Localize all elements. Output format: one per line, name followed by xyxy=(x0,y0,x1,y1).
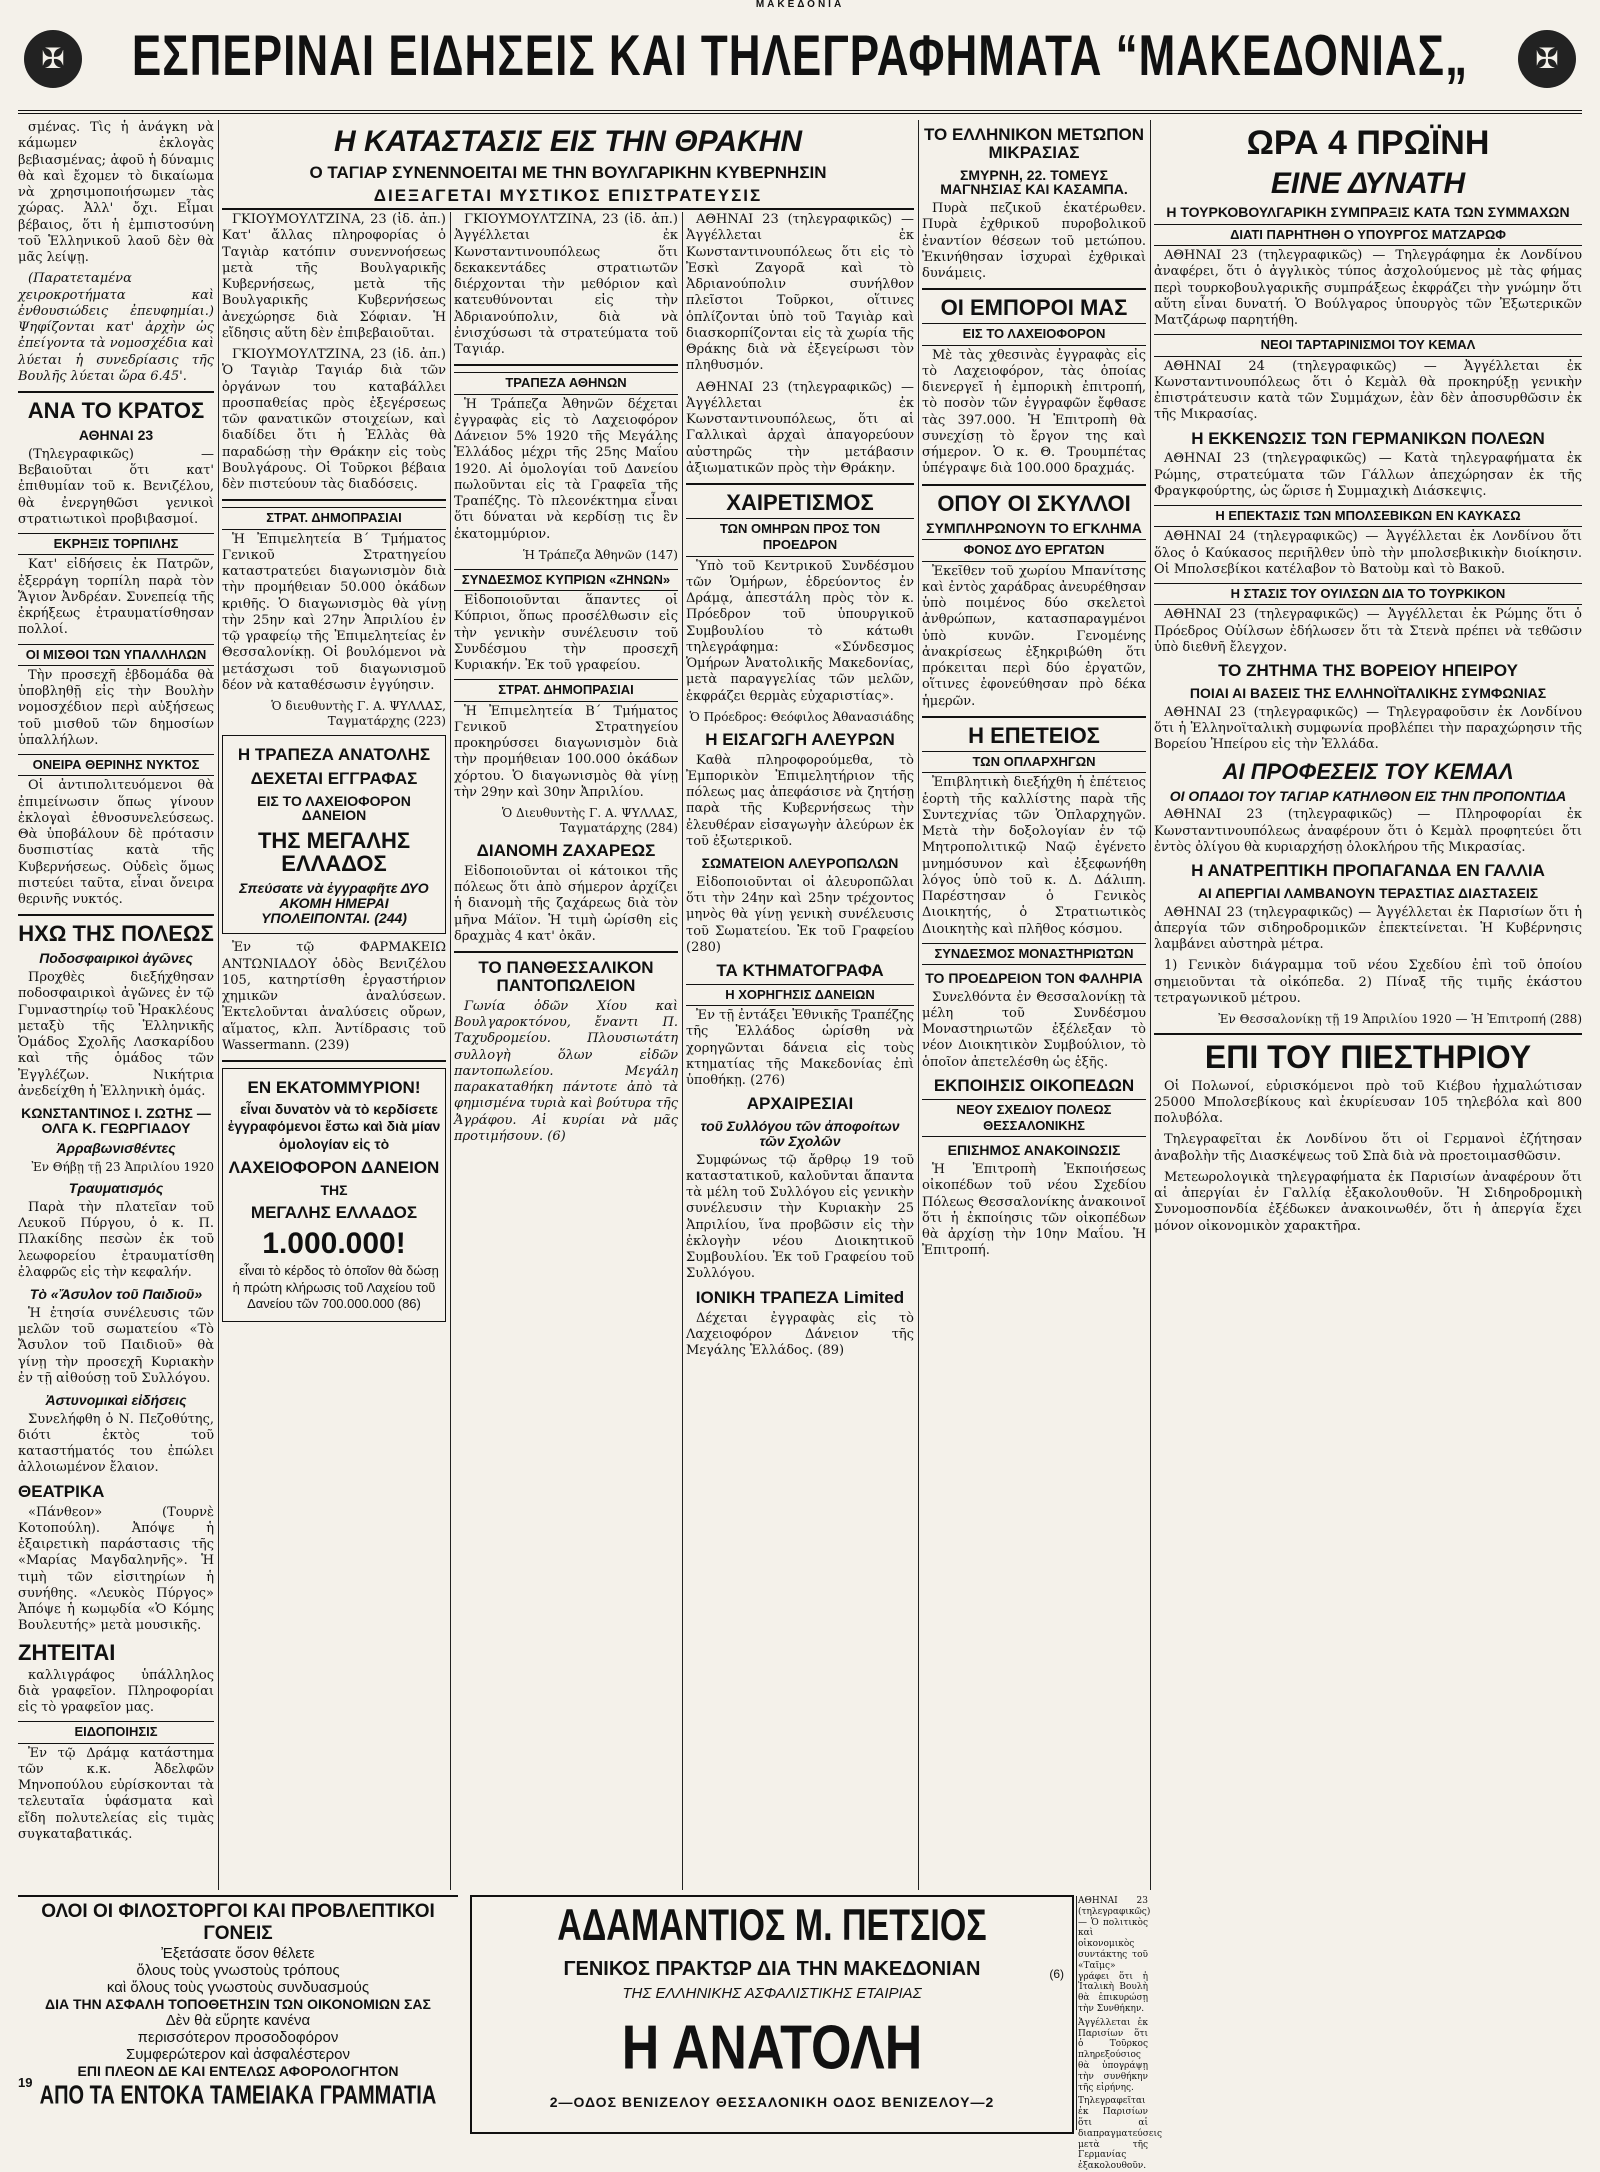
ad-amount: 1.000.000! xyxy=(262,1226,406,1260)
ad-line: ΔΕΧΕΤΑΙ ΕΓΓΡΑΦΑΣ xyxy=(250,768,418,788)
article-heading: ΤΡΑΠΕΖΑ ΑΘΗΝΩΝ xyxy=(454,372,678,394)
ad-number: 19 xyxy=(18,2075,33,2090)
article-heading: ΤΟ ΠΑΝΘΕΣΣΑΛΙΚΟΝ ΠΑΝΤΟΠΩΛΕΙΟΝ xyxy=(478,958,654,995)
ad-address: 2—ΟΔΟΣ ΒΕΝΙΖΕΛΟΥ ΘΕΣΣΑΛΟΝΙΚΗ ΟΔΟΣ ΒΕΝΙΖΕΛΟΥ—2 xyxy=(549,2094,995,2110)
article-text: ΑΘΗΝΑΙ 23 (τηλεγραφικῶς) — Κατὰ τηλεγραφήματα ἐκ Ρώμης, στρατεύματα τῶν Γάλλων ἀπεχώρησαν ἐκ τῆς Φραγκφούρτης, ὡς ὥρισε ἡ Συμμαχικὴ Διάσκεψις. xyxy=(1154,451,1582,499)
article-heading: ΝΕΟΙ ΤΑΡΤΑΡΙΝΙΣΜΟΙ ΤΟΥ ΚΕΜΑΛ xyxy=(1154,334,1582,356)
article-heading: ΟΙ ΕΜΠΟΡΟΙ ΜΑΣ xyxy=(940,295,1128,321)
ad-line: ΤΗΣ ΕΛΛΗΝΙΚΗΣ ΑΣΦΑΛΙΣΤΙΚΗΣ ΕΤΑΙΡΙΑΣ xyxy=(622,1985,922,2002)
article-text: Ἐκεῖθεν τοῦ χωρίου Μπανίτσης καὶ ἐντὸς χαράδρας ἀνευρέθησαν ὑπὸ ποιμένος δύο σκελετοὶ ἀνθρώπων, κατασπαραγμένοι ὑπὸ κυνῶν. Γενομένης ἀνακρίσεως ἐξηκριβώθη ὅτι πρόκειται περὶ δύο ἐργατῶν, οἵτινες ἐφονεύθησαν πρὸ δέκα ἡμερῶν. xyxy=(922,563,1146,709)
ad-line: Ἐξετάσατε ὅσον θέλετε xyxy=(161,1945,315,1962)
article-text: Ἡ Ἐπιτροπὴ Ἐκποιήσεως οἰκοπέδων τοῦ νέου Σχεδίου Πόλεως Θεσσαλονίκης ἀνακοινοῖ ὅτι ἡ ἐκποίησις τῶν οἰκοπέδων θὰ ἀρχίσῃ τὴν 10ην Μαΐου. Ἡ Ἐπιτροπή. xyxy=(922,1162,1146,1259)
article-text: ΓΚΙΟΥΜΟΥΛΤΖΙΝΑ, 23 (ἰδ. ἀπ.) Ἀγγέλλεται ἐκ Κωνσταντινουπόλεως ὅτι δεκακεντάδες στρατιωτῶν διέρχονται τὴν μεθόριον καὶ κατευθύνονται εἰς τὴν Ἀδριανούπολιν, διὰ νὰ ἐνισχύσωσι τὰ στρατεύματα τοῦ Ταγιάρ. xyxy=(454,212,678,357)
article-subtitle: Ο ΤΑΓΙΑΡ ΣΥΝΕΝΝΟΕΙΤΑΙ ΜΕ ΤΗΝ ΒΟΥΛΓΑΡΙΚΗΝ ΚΥΒΕΡΝΗΣΙΝ xyxy=(309,162,827,182)
article-subheading: ΕΙΣ ΤΟ ΛΑΧΕΙΟΦΟΡΟΝ xyxy=(922,323,1146,345)
article-heading: Η ΕΠΕΚΤΑΣΙΣ ΤΩΝ ΜΠΟΛΣΕΒΙΚΩΝ ΕΝ ΚΑΥΚΑΣΩ xyxy=(1154,505,1582,527)
signature: Ὁ διευθυντὴς Γ. Α. ΨΥΛΛΑΣ, Ταγματάρχης (223) xyxy=(271,699,446,728)
article-heading: ΕΚΡΗΞΙΣ ΤΟΡΠΙΛΗΣ xyxy=(18,533,214,555)
seal-icon: ✠ xyxy=(24,30,82,88)
article-heading: ΤΑ ΚΤΗΜΑΤΟΓΡΑΦΑ xyxy=(716,961,884,981)
article-heading: Ἀστυνομικαὶ εἰδήσεις xyxy=(45,1392,187,1408)
article-heading: ΤΟ ΕΛΛΗΝΙΚΟΝ ΜΕΤΩΠΟΝ ΜΙΚΡΑΣΙΑΣ xyxy=(923,125,1145,162)
article-text: «Πάνθεον» (Τουρνὲ Κοτοπούλη). Ἀπόψε ἡ ἐξαιρετικὴ παράστασις τῆς «Μαρίας Μαγδαληνῆς». Ἡ τιμὴ τῶν εἰσιτηρίων ἡ συνήθης. «Λευκὸς Πύργος» Ἀπόψε ἡ κωμῳδία «Ὁ Κόμης Βουλευτής» μετὰ μουσικῆς. xyxy=(18,1504,214,1634)
article-text: ΑΘΗΝΑΙ 23 (τηλεγραφικῶς) — Πληροφορίαι ἐκ Κωνσταντινουπόλεως ἀναφέρουν ὅτι ὁ Κεμὰλ προφητεύει ὅτι ἐντὸς ὀλίγου θὰ κυριαρχήσῃ ὁλοκλήρου τῆς Μικρασίας. xyxy=(1154,807,1582,855)
article-subheading: ΝΕΟΥ ΣΧΕΔΙΟΥ ΠΟΛΕΩΣ ΘΕΣΣΑΛΟΝΙΚΗΣ xyxy=(922,1099,1146,1138)
article-text: ΑΘΗΝΑΙ 24 (τηλεγραφικῶς) — Ἀγγέλλεται ἐκ Λονδίνου ὅτι ὅλος ὁ Καύκασος περιῆλθεν ὑπὸ τὴν μπολσεβικικὴν διοίκησιν. Οἱ Μπολσεβίκοι κατέλαβον τὸ Βατοὺμ καὶ τὸ Βακοῦ. xyxy=(1154,529,1582,577)
ad-title: ΑΔΑΜΑΝΤΙΟΣ Μ. ΠΕΤΣΙΟΣ xyxy=(557,1901,987,1951)
ad-line: Συμφερώτερον καὶ ἀσφαλέστερον xyxy=(126,2046,350,2063)
ad-number: (6) xyxy=(1049,1967,1064,1981)
article-heading: ΣΤΡΑΤ. ΔΗΜΟΠΡΑΣΙΑΙ xyxy=(222,507,446,529)
column-3 xyxy=(454,212,678,1890)
column-2 xyxy=(222,212,446,1890)
column-4 xyxy=(686,212,914,1890)
ad-line: ΕΙΣ ΤΟ ΛΑΧΕΙΟΦΟΡΟΝ ΔΑΝΕΙΟΝ xyxy=(257,792,411,824)
dateline: ΣΜΥΡΝΗ, 22. ΤΟΜΕΥΣ ΜΑΓΝΗΣΙΑΣ ΚΑΙ ΚΑΣΑΜΠΑ. xyxy=(940,166,1128,198)
signature: Ἡ Τράπεζα Ἀθηνῶν (147) xyxy=(523,547,678,562)
article-subtitle: ΔΙΕΞΑΓΕΤΑΙ ΜΥΣΤΙΚΟΣ ΕΠΙΣΤΡΑΤΕΥΣΙΣ xyxy=(222,187,914,210)
article-text: Ἡ Ἐπιμελητεία Β΄ Τμήματος Γενικοῦ Στρατηγείου καταστρατεύει διαγωνισμὸν διὰ τὴν προμήθειαν 50.000 ὀκάδων κριθῆς. Ὁ διαγωνισμὸς θὰ γίνῃ τὴν 25ην καὶ 27ην Ἀπριλίου ἐν τῷ γραφείῳ τῆς Ἐπιμελητείας ἐν Θεσσαλονίκῃ. Οἱ βουλόμενοι νὰ μετάσχωσι τοῦ διαγωνισμοῦ δέον νὰ καταθέσωσιν ἐγγύησιν. xyxy=(222,531,446,693)
ad-line: ΤΗΣ ΜΕΓΑΛΗΣ ΕΛΛΑΔΟΣ xyxy=(257,828,411,877)
masthead-title: ΕΣΠΕΡΙΝΑΙ ΕΙΔΗΣΕΙΣ ΚΑΙ ΤΗΛΕΓΡΑΦΗΜΑΤΑ “ΜΑΚΕΔΟΝΙΑΣ„ xyxy=(131,24,1469,89)
ad-title: Η ΤΡΑΠΕΖΑ ΑΝΑΤΟΛΗΣ xyxy=(237,745,431,764)
top-strip: ΜΑΚΕΔΟΝΙΑ xyxy=(755,0,845,10)
article-subheading: ΔΙΑΤΙ ΠΑΡΗΤΗΘΗ Ο ΥΠΟΥΡΓΟΣ ΜΑΤΖΑΡΩΦ xyxy=(1154,224,1582,246)
article-text: ΑΘΗΝΑΙ 23 (τηλεγραφικῶς) — Τηλεγράφημα ἐκ Λονδίνου ἀναφέρει, ὅτι ὁ ἀγγλικὸς τύπος ἀσχολούμενος μὲ τὰς φήμας περὶ τουρκοβουλγαρικῆς συμπράξεως ἐκφράζει τὴν γνώμην ὅτι αὕτη εἶναι δυνατή. Ὁ Βούλγαρος ὑπουργὸς τῶν Ἐξωτερικῶν Ματζάρωφ παρητήθη. xyxy=(1154,248,1582,329)
article-text: σμένας. Τὶς ἡ ἀνάγκη νὰ κάμωμεν ἐκλογὰς βεβιασμένας; ἀφοῦ ἡ δύναμις θὰ καὶ ἔχομεν τὸ δικαίωμα νὰ χρησιμοποιήσωμεν τὰς χώρας. Ἀλλ' ὄχι. Εἶμαι βέβαιος, ὅτι ἡ ἐμπιστοσύνη τοῦ Ἑλληνικοῦ λαοῦ δὲν θὰ μᾶς λείψῃ. xyxy=(18,120,214,265)
ad-title: ΕΝ ΕΚΑΤΟΜΜΥΡΙΟΝ! xyxy=(247,1078,421,1098)
article-heading: Η ΕΙΣΑΓΩΓΗ ΑΛΕΥΡΩΝ xyxy=(705,729,895,749)
ad-line: εἶναι δυνατὸν νὰ τὸ κερδίσετε ἐγγραφόμενοι ἔστω καὶ διὰ μίαν ὁμολογίαν εἰς τὸ xyxy=(227,1100,441,1152)
telegram-paragraph: Τηλεγραφεῖται ἐκ Παρισίων ὅτι αἱ διαπραγματεύσεις μετὰ τῆς Γερμανίας ἐξακολουθοῦν. xyxy=(1078,2096,1163,2172)
ad-line: ΕΠΙ ΠΛΕΟΝ ΔΕ ΚΑΙ ΕΝΤΕΛΩΣ ΑΦΟΡΟΛΟΓΗΤΟΝ xyxy=(77,2063,399,2079)
article-text: ΑΘΗΝΑΙ 23 (τηλεγραφικῶς) — Ἀγγέλλεται ἐκ Ρώμης ὅτι ὁ Πρόεδρος Οὐίλσων ἐδήλωσεν ὅτι τὰ Στενὰ πρέπει νὰ τεθῶσιν ὑπὸ διεθνῆ ἔλεγχον. xyxy=(1154,607,1582,655)
article-text: ΑΘΗΝΑΙ 23 (τηλεγραφικῶς) — Ἀγγέλλεται ἐκ Παρισίων ὅτι ἡ ἀπεργία τῶν σιδηροδρομικῶν ἐπεκτείνεται. Ἡ Κυβέρνησις λαμβάνει αὐστηρὰ μέτρα. xyxy=(1154,904,1582,953)
ad-line: Σπεύσατε νὰ ἐγγραφῆτε ΔΥΟ ΑΚΟΜΗ ΗΜΕΡΑΙ ΥΠΟΛΕΙΠΟΝΤΑΙ. (244) xyxy=(239,880,429,926)
section-heading: ΘΕΑΤΡΙΚΑ xyxy=(18,1481,105,1501)
article-text: Οἱ ἀντιπολιτευόμενοι θὰ ἐπιμείνωσιν ὅπως γίνουν ἐκλογαὶ ἐθνοσυνελεύσεως. Θὰ ὑποβάλουν δὲ πρότασιν δυσπιστίας κατὰ τῆς Κυβερνήσεως. Οὐδεὶς ὅμως πιστεύει ταῦτα, εἶναι ὄνειρα θερινῆς νυκτός. xyxy=(18,778,214,908)
wedding-names: ΚΩΝΣΤΑΝΤΙΝΟΣ Ι. ΖΩΤΗΣ — ΟΛΓΑ Κ. ΓΕΩΡΓΙΑΔΟΥ xyxy=(21,1105,211,1136)
article-heading: ΣΥΝΔΕΣΜΟΣ ΜΟΝΑΣΤΗΡΙΩΤΩΝ xyxy=(922,943,1146,965)
article-text: (Παρατεταμένα χειροκροτήματα καὶ ἐνθουσιώδεις ἐπευφημίαι.) Ψηφίζονται κατ' ἀρχὴν ὡς ἐπείγοντα τὰ νομοσχέδια καὶ λύεται ἡ συνεδρίασις τῆς Βουλῆς λύεται ὥρα 6.45'. xyxy=(18,271,214,384)
signature: Ὁ Πρόεδρος: Θεόφιλος Ἀθανασιάδης xyxy=(689,709,914,724)
ad-line: ΔΙΑ ΤΗΝ ΑΣΦΑΛΗ ΤΟΠΟΘΕΤΗΣΙΝ ΤΩΝ ΟΙΚΟΝΟΜΙΩΝ ΣΑΣ xyxy=(45,1996,431,2012)
thrace-article-header xyxy=(222,120,914,214)
article-text: ΓΚΙΟΥΜΟΥΛΤΖΙΝΑ, 23 (ἰδ. ἀπ.) Κατ' ἄλλας πληροφορίας ὁ Ταγιὰρ κατόπιν συνεννοήσεως μετὰ τῆς Βουλγαρικῆς Κυβερνήσεως, μετὰ τῆς Βουλγαρικῆς Κυβερνήσεως ἀνεχώρησε διὰ Σόφιαν. Ἡ εἴδησις αὕτη δὲν ἐπιβεβαιοῦται. xyxy=(222,212,446,341)
article-text: Προχθὲς διεξήχθησαν ποδοσφαιρικοὶ ἀγῶνες ἐν τῷ Γυμναστηρίῳ τοῦ Ἡρακλέους μεταξὺ τῆς Ἑλληνικῆς Ὁμάδος Σχολῆς Λασκαρίδου καὶ τῆς ὁμάδος τῶν Ἐγγλέζων. Νικήτρια ἀνεδείχθη ἡ Ἑλληνικὴ ὁμάς. xyxy=(18,970,214,1099)
article-heading: Η ΕΠΕΤΕΙΟΣ xyxy=(968,722,1100,748)
article-heading: ΟΠΟΥ ΟΙ ΣΚΥΛΛΟΙ xyxy=(937,490,1131,516)
ad-line: ΜΕΓΑΛΗΣ ΕΛΛΑΔΟΣ xyxy=(250,1202,418,1222)
column-1 xyxy=(18,120,214,1890)
article-subheading: ΠΟΙΑΙ ΑΙ ΒΑΣΕΙΣ ΤΗΣ ΕΛΛΗΝΟΪΤΑΛΙΚΗΣ ΣΥΜΦΩΝΙΑΣ xyxy=(1189,685,1547,702)
article-text: Συμφώνως τῷ ἄρθρῳ 19 τοῦ καταστατικοῦ, καλοῦνται ἅπαντα τὰ μέλη τοῦ Συλλόγου εἰς γενικὴν συνέλευσιν τὴν Κυριακὴν 25 Ἀπριλίου, ἵνα προβῶσιν εἰς τὴν ἐκλογὴν νέου Διοικητικοῦ Συμβουλίου. Ἐκ τοῦ Γραφείου τοῦ Συλλόγου. xyxy=(686,1152,914,1282)
article-title: ΕΙΝΕ ΔΥΝΑΤΗ xyxy=(1270,166,1466,200)
article-text: Ἡ ἐτησία συνέλευσις τῶν μελῶν τοῦ σωματείου «Τὸ Ἄσυλον τοῦ Παιδιοῦ» θὰ γίνῃ τὴν προσεχῆ Κυριακὴν ἐν τῇ αἰθούσῃ τοῦ Συλλόγου. xyxy=(18,1305,214,1386)
article-text: Συνελήφθη ὁ Ν. Πεζοθύτης, διότι ἐκτὸς τοῦ καταστήματός του ἐπώλει ἀλλοιωμένον ἔλαιον. xyxy=(18,1411,214,1476)
article-text: Ἡ Τράπεζα Ἀθηνῶν δέχεται ἐγγραφὰς εἰς τὸ Λαχειοφόρον Δάνειον 5% 1920 τῆς Μεγάλης Ἑλλάδος μέχρι τῆς 25ης Μαΐου 1920. Αἱ ὁμολογίαι τοῦ Δανείου πωλοῦνται εἰς τὰ Γραφεῖα τῆς Τραπέζης. Τὸ πλεονέκτημα εἶναι ὅτι δύναται νὰ κερδίσῃ τις ἓν ἑκατομμύριον. xyxy=(454,396,678,542)
article-title: Η ΚΑΤΑΣΤΑΣΙΣ ΕΙΣ ΤΗΝ ΘΡΑΚΗΝ xyxy=(333,125,803,158)
seal-icon: ✠ xyxy=(1518,30,1576,88)
article-subheading: τοῦ Συλλόγου τῶν ἀποφοίτων τῶν Σχολῶν xyxy=(700,1118,900,1149)
article-text: Εἰδοποιοῦνται οἱ κάτοικοι τῆς πόλεως ὅτι ἀπὸ σήμερον ἀρχίζει ἡ διανομὴ τῆς ζαχάρεως διὰ τὸν μῆνα Μάϊον. Ἡ τιμὴ ὡρίσθη εἰς δραχμὰς 4 κατ' ὀκᾶν. xyxy=(454,863,678,944)
article-text: Εἰδοποιοῦνται οἱ ἀλευροπῶλαι ὅτι τὴν 24ην καὶ 25ην τρέχοντος μηνὸς θὰ γίνῃ γενικὴ συνέλευσις τοῦ Σωματείου. Ἐκ τοῦ Γραφείου (280) xyxy=(686,874,914,955)
article-text: Τηλεγραφεῖται ἐκ Λονδίνου ὅτι οἱ Γερμανοὶ ἐζήτησαν ἀναβολὴν τῆς Διασκέψεως τοῦ Σπὰ διὰ νὰ προετοιμασθῶσιν. xyxy=(1154,1132,1582,1164)
article-text: Συνελθόντα ἐν Θεσσαλονίκῃ τὰ μέλη τοῦ Συνδέσμου Μοναστηριωτῶν ἐξέλεξαν τὸ νέον Διοικητικὸν Συμβούλιον, τὸ ὁποῖον ἀπετελέσθη ὡς ἑξῆς. xyxy=(922,989,1146,1070)
ad-anatoli-insurance xyxy=(470,1895,1074,2134)
article-heading: ΙΟΝΙΚΗ ΤΡΑΠΕΖΑ Limited xyxy=(695,1287,905,1307)
article-heading: ΤΟ ΖΗΤΗΜΑ ΤΗΣ ΒΟΡΕΙΟΥ ΗΠΕΙΡΟΥ xyxy=(1218,661,1518,681)
article-text: 1) Γενικὸν διάγραμμα τοῦ νέου Σχεδίου ἐπὶ τοῦ ὁποίου σημειοῦνται τὰ οἰκόπεδα. 2) Πίναξ τῆς τιμῆς ἑκάστου τετραγωνικοῦ μέτρου. xyxy=(1154,958,1582,1006)
article-heading: Ποδοσφαιρικοὶ ἀγῶνες xyxy=(39,950,193,967)
article-heading: Τραυματισμός xyxy=(68,1180,164,1197)
footer-telegrams-text xyxy=(1078,1896,1163,2172)
signature: Ὁ Διευθυντὴς Γ. Α. ΨΥΛΛΑΣ, Ταγματάρχης (284) xyxy=(501,806,678,835)
ad-brand: Η ΑΝΑΤΟΛΗ xyxy=(621,2013,923,2083)
telegram-paragraph: ΑΘΗΝΑΙ 23 (τηλεγραφικῶς) — Ὁ πολιτικὸς καὶ οἰκονομικὸς συντάκτης τοῦ «Ταῖμς» γράφει ὅτι ἡ Ἰταλικὴ Βουλὴ θὰ ἐπικυρώσῃ τὴν Συνθήκην. xyxy=(1078,1896,1151,2014)
ad-bank-anatolis xyxy=(222,735,446,934)
masthead xyxy=(18,14,1582,114)
article-heading: ΑΙ ΠΡΟΦΕΣΕΙΣ ΤΟΥ ΚΕΜΑΛ xyxy=(1222,758,1514,784)
article-heading: ΕΙΔΟΠΟΙΗΣΙΣ xyxy=(18,1721,214,1743)
section-heading: ΗΧΩ ΤΗΣ ΠΟΛΕΩΣ xyxy=(18,921,214,947)
article-heading: ΣΤΡΑΤ. ΔΗΜΟΠΡΑΣΙΑΙ xyxy=(454,679,678,701)
article-heading: Τὸ «Ἄσυλον τοῦ Παιδιοῦ» xyxy=(29,1286,203,1303)
article-text: Ἐν τῷ Δράμᾳ κατάστημα τῶν κ.κ. Ἀδελφῶν Μηνοπούλου εὑρίσκονται τὰ τελευταῖα ὑφάσματα καὶ εἴδη πολυτελείας εἰς τιμὰς συγκαταβατικάς. xyxy=(18,1745,214,1842)
article-text: Παρὰ τὴν πλατεῖαν τοῦ Λευκοῦ Πύργου, ὁ κ. Π. Πλακίδης πεσὼν ἐκ τοῦ λεωφορείου ἐτραυματίσθη ἐλαφρῶς εἰς τὴν κεφαλήν. xyxy=(18,1199,214,1280)
article-subheading: ΤΩΝ ΟΜΗΡΩΝ ΠΡΟΣ ΤΟΝ ΠΡΟΕΔΡΟΝ xyxy=(686,518,914,557)
ad-line: ΛΑΧΕΙΟΦΟΡΟΝ ΔΑΝΕΙΟΝ xyxy=(228,1158,440,1178)
article-text: ΑΘΗΝΑΙ 23 (τηλεγραφικῶς) — Τηλεγραφοῦσιν ἐκ Λονδίνου ὅτι ἡ Ἑλληνοϊταλικὴ συμφωνία προβλέπει τὴν παραχώρησιν τῆς Βορείου Ἠπείρου εἰς τὴν Ἑλλάδα. xyxy=(1154,704,1582,753)
ad-title: ΟΛΟΙ ΟΙ ΦΙΛΟΣΤΟΡΓΟΙ ΚΑΙ ΠΡΟΒΛΕΠΤΙΚΟΙ ΓΟΝΕΙΣ xyxy=(18,1895,458,1945)
wedding-sub: Ἀρραβωνισθέντες xyxy=(56,1140,176,1157)
ad-line: ΤΗΣ xyxy=(320,1182,348,1199)
article-text: Οἱ Πολωνοί, εὑρισκόμενοι πρὸ τοῦ Κιέβου ἠχμαλώτισαν 25000 Μπολσεβίκους καὶ ἐκυρίευσαν 105 τηλεβόλα καὶ 800 πολυβόλα. xyxy=(1154,1078,1582,1127)
ad-line: εἶναι τὸ κέρδος τὸ ὁποῖον θὰ δώσῃ ἡ πρώτη κλήρωσις τοῦ Λαχείου τοῦ Δανείου τῶν 700.000.000 (86) xyxy=(232,1263,439,1311)
signature: Ἐν Θεσσαλονίκῃ τῇ 19 Ἀπριλίου 1920 — Ἡ Ἐπιτροπή (288) xyxy=(1218,1012,1582,1027)
article-text: ΑΘΗΝΑΙ 23 (τηλεγραφικῶς) — Ἀγγέλλεται ἐκ Κωνσταντινουπόλεως, ὅτι αἱ Γαλλικαὶ ἀρχαὶ ἀπαγορεύουν αὐστηρῶς τὴν μετάβασιν ἀξιωματικῶν πρὸς τὴν Θράκην. xyxy=(686,379,914,476)
article-heading: ΕΚΠΟΙΗΣΙΣ ΟΙΚΟΠΕΔΩΝ xyxy=(933,1075,1135,1095)
ad-line: καὶ ὅλους τοὺς γνωστοὺς συνδυασμούς xyxy=(106,1979,370,1996)
article-text: Δέχεται ἐγγραφὰς εἰς τὸ Λαχειοφόρον Δάνειον τῆς Μεγάλης Ἑλλάδος. (89) xyxy=(686,1310,914,1359)
article-text: ΑΘΗΝΑΙ 24 (τηλεγραφικῶς) — Ἀγγέλλεται ἐκ Κωνσταντινουπόλεως ὅτι ὁ Κεμὰλ θὰ προκηρύξῃ γενικὴν ἐπιστράτευσιν κατὰ τῶν Συμμάχων, ἐὰν δὲν ἀποσυρθῶσιν ἐκ τῆς Μικρασίας. xyxy=(1154,358,1582,423)
article-subheading: ΑΙ ΑΠΕΡΓΙΑΙ ΛΑΜΒΑΝΟΥΝ ΤΕΡΑΣΤΙΑΣ ΔΙΑΣΤΑΣΕΙΣ xyxy=(1197,884,1539,901)
telegram-paragraph: Ἀγγέλλεται ἐκ Παρισίων ὅτι ὁ Τοῦρκος πληρεξούσιος θὰ ὑπογράψῃ τὴν συνθήκην τῆς εἰρήνης. xyxy=(1078,2017,1148,2093)
dateline: ΑΘΗΝΑΙ 23 xyxy=(78,427,154,444)
article-subheading: ΟΙ ΟΠΑΔΟΙ ΤΟΥ ΤΑΓΙΑΡ ΚΑΤΗΛΘΟΝ ΕΙΣ ΤΗΝ ΠΡΟΠΟΝΤΙΔΑ xyxy=(1169,787,1567,804)
article-subheading: ΤΟ ΠΡΟΕΔΡΕΙΟΝ ΤΟΝ ΦΑΛΗΡΙΑ xyxy=(925,970,1143,987)
article-subheading: ΣΥΜΠΛΗΡΩΝΟΥΝ ΤΟ ΕΓΚΛΗΜΑ xyxy=(926,519,1142,536)
section-heading: ΑΝΑ ΤΟ ΚΡΑΤΟΣ xyxy=(27,398,205,423)
article-heading: ΑΡΧΑΙΡΕΣΙΑΙ xyxy=(746,1094,854,1114)
article-heading: ΣΥΝΔΕΣΜΟΣ ΚΥΠΡΙΩΝ «ΖΗΝΩΝ» xyxy=(454,569,678,591)
article-text: Μετεωρολογικὰ τηλεγραφήματα ἐκ Παρισίων ἀναφέρουν ὅτι αἱ ἀπεργίαι ἐν Γαλλίᾳ ἐξακολουθοῦν. Ἡ Σιδηροδρομικὴ Συνομοσπονδία ἐξέδωκεν ἀνακοινωθέν, ὅτι ἡ ἀπεργία ἔχει μόνον οἰκονομικὸν χαρακτῆρα. xyxy=(1154,1169,1582,1234)
ad-line: ὅλους τοὺς γνωστοὺς τρόπους xyxy=(136,1962,340,1979)
article-heading: ΣΩΜΑΤΕΙΟΝ ΑΛΕΥΡΟΠΩΛΩΝ xyxy=(701,855,899,872)
article-subheading: Η ΤΟΥΡΚΟΒΟΥΛΓΑΡΙΚΗ ΣΥΜΠΡΑΞΙΣ ΚΑΤΑ ΤΩΝ ΣΥΜΜΑΧΩΝ xyxy=(1166,204,1570,221)
ad-line: Δὲν θὰ εὕρητε κανένα xyxy=(165,2012,311,2029)
wedding-date: Ἐν Θήβῃ τῇ 23 Ἀπριλίου 1920 xyxy=(31,1160,214,1175)
article-heading: Η ΣΤΑΣΙΣ ΤΟΥ ΟΥΙΛΣΩΝ ΔΙΑ ΤΟ ΤΟΥΡΚΙΚΟΝ xyxy=(1154,583,1582,605)
article-heading: ΔΙΑΝΟΜΗ ΖΑΧΑΡΕΩΣ xyxy=(476,841,656,860)
section-heading: ΩΡΑ 4 ΠΡΩΪΝΗ xyxy=(1246,124,1490,162)
article-text: Κατ' εἰδήσεις ἐκ Πατρῶν, ἐξερράγη τορπίλη παρὰ τὸν Ἅγιον Ἀνδρέαν. Συνεπείᾳ τῆς ἐκρήξεως ἐτραυματίσθησαν πολλοί. xyxy=(18,557,214,638)
article-text: Ὑπὸ τοῦ Κεντρικοῦ Συνδέσμου τῶν Ὁμήρων, ἑδρεύοντος ἐν Δράμᾳ, ἀπεστάλη πρὸς τὸν κ. Πρόεδρον τοῦ ὑπουργικοῦ Συμβουλίου τὸ κάτωθι τηλεγράφημα: «Σύνδεσμος Ὁμήρων Ἀνατολικῆς Μακεδονίας, μετὰ παραγγελίας τῶν μελῶν, ἐκφράζει θερμὰς εὐχαριστίας». xyxy=(686,558,914,704)
article-text: Γωνία ὁδῶν Χίου καὶ Βουλγαροκτόνου, ἔναντι Π. Ταχυδρομείου. Πλουσιωτάτη συλλογὴ ὅλων εἰδῶν παντοπωλείου. Μεγάλη παρακαταθήκη πάντοτε ἀπὸ τὰ φημισμένα τυριὰ καὶ βούτυρα τῆς Ἀγράφου. Αἱ κυρίαι νὰ μᾶς προτιμήσουν. (6) xyxy=(454,998,678,1144)
article-text: Μὲ τὰς χθεσινὰς ἐγγραφὰς εἰς τὸ Λαχειοφόρον, τὰς ὁποίας διενεργεῖ ἡ ἐμπορικὴ ἐπιτροπή, τὸ ποσὸν τῶν ἐγγραφῶν ἔφθασε τὰς 397.000. Ἡ Ἐπιτροπὴ θὰ συνεχίσῃ τὸ ἔργον της καὶ σήμερον. Ὁ κ. Θ. Τρουμπέτας ὑπέγραψε διὰ 100.000 δραχμάς. xyxy=(922,347,1146,477)
section-heading: ΖΗΤΕΙΤΑΙ xyxy=(18,1639,116,1665)
ad-treasury-bills xyxy=(18,1895,458,2130)
article-subheading: Η ΧΟΡΗΓΗΣΙΣ ΔΑΝΕΙΩΝ xyxy=(686,984,914,1006)
article-text: Καθὰ πληροφορούμεθα, τὸ Ἐμπορικὸν Ἐπιμελητήριον τῆς πόλεως μας ἀπεφάσισε νὰ ζητήσῃ παρὰ τῆς Κυβερνήσεως τὴν ἐλευθέραν εἰσαγωγὴν ἀλεύρων ἐκ τοῦ ἐξωτερικοῦ. xyxy=(686,752,914,849)
article-text: Ἐπιβλητικὴ διεξήχθη ἡ ἐπέτειος ἑορτὴ τῆς καλλίστης παρὰ τῆς Συντεχνίας τῶν Ὁπλαρχηγῶν. Μετὰ τὴν δοξολογίαν ἐν τῷ Μητροπολιτικῷ Ναῷ ἐγένετο μνημόσυνον καὶ ἐξεφωνήθη λόγος ὑπὸ τοῦ κ. Δ. Δάλιπη. Παρέστησαν ὁ Γενικὸς Διοικητής, ὁ Στρατιωτικὸς Διοικητὴς καὶ πλῆθος κόσμου. xyxy=(922,775,1146,937)
article-text: Ἡ Ἐπιμελητεία Β΄ Τμήματος Γενικοῦ Στρατηγείου προκηρύσσει διαγωνισμὸν διὰ τὴν προμήθειαν 100.000 ὀκάδων χόρτου. Ὁ διαγωνισμὸς θὰ γίνῃ τὴν 29ην καὶ 30ην Ἀπριλίου. xyxy=(454,703,678,800)
article-subheading: ΤΩΝ ΟΠΛΑΡΧΗΓΩΝ xyxy=(922,751,1146,773)
section-heading: ΕΠΙ ΤΟΥ ΠΙΕΣΤΗΡΙΟΥ xyxy=(1204,1039,1532,1076)
article-subheading: ΦΟΝΟΣ ΔΥΟ ΕΡΓΑΤΩΝ xyxy=(922,539,1146,561)
ad-line: ΓΕΝΙΚΟΣ ΠΡΑΚΤΩΡ ΔΙΑ ΤΗΝ ΜΑΚΕΔΟΝΙΑΝ xyxy=(563,1958,981,1980)
article-heading: ΟΝΕΙΡΑ ΘΕΡΙΝΗΣ ΝΥΚΤΟΣ xyxy=(18,754,214,776)
ad-line: ΑΠΟ ΤΑ ΕΝΤΟΚΑ ΤΑΜΕΙΑΚΑ ΓΡΑΜΜΑΤΙΑ xyxy=(39,2081,437,2111)
ad-million xyxy=(222,1068,446,1322)
column-6 xyxy=(1154,120,1582,1820)
article-text: Ἐν τῷ ΦΑΡΜΑΚΕΙΩ ΑΝΤΩΝΙΑΔΟΥ ὁδὸς Βενιζέλου 105, κατηρτίσθη ἐργαστήριον χημικῶν ἀναλύσεων. Ἐκτελοῦνται ἀναλύσεις οὔρων, αἵματος, κλπ. Ἀντίδρασις τοῦ Wassermann. (239) xyxy=(222,940,446,1053)
article-heading: Η ΕΚΚΕΝΩΣΙΣ ΤΩΝ ΓΕΡΜΑΝΙΚΩΝ ΠΟΛΕΩΝ xyxy=(1191,428,1545,448)
article-heading: ΧΑΙΡΕΤΙΣΜΟΣ xyxy=(726,490,874,515)
article-text: Εἰδοποιοῦνται ἅπαντες οἱ Κύπριοι, ὅπως προσέλθωσιν εἰς τὴν γενικὴν συνέλευσιν τοῦ Συνδέσμου τὴν προσεχῆ Κυριακήν. Ἐκ τοῦ γραφείου. xyxy=(454,593,678,673)
article-text: Πυρὰ πεζικοῦ ἑκατέρωθεν. Πυρὰ ἐχθρικοῦ πυροβολικοῦ ἐναντίον θέσεων τοῦ μετώπου. Ἐκινήθησαν ἰσχυραὶ ἐχθρικαὶ δυνάμεις. xyxy=(922,201,1146,282)
article-text: ΓΚΙΟΥΜΟΥΛΤΖΙΝΑ, 23 (ἰδ. ἀπ.) Ὁ Ταγιὰρ Ταγιάρ διὰ τῶν ὀργάνων του καταβάλλει προσπαθείας πρὸς ἐξεγέρσεως τῶν φανατικῶν στοιχείων, καὶ διαδίδει ὅτι ἡ Ἑλλὰς θὰ παραδώσῃ τὴν Θράκην εἰς τοὺς Βουλγάρους. Οἱ Τοῦρκοι βέβαια δὲν πιστεύουν τὰς διαδόσεις. xyxy=(222,347,446,492)
ad-line: περισσότερον προσοδοφόρον xyxy=(137,2029,339,2046)
column-5 xyxy=(922,120,1146,1890)
article-text: (Τηλεγραφικῶς) — Βεβαιοῦται ὅτι κατ' ἐπιθυμίαν τοῦ κ. Βενιζέλου, θὰ ἐνεργηθῶσι γενικοὶ στρατιωτικοὶ προβιβασμοί. xyxy=(18,446,214,527)
article-heading: ΟΙ ΜΙΣΘΟΙ ΤΩΝ ΥΠΑΛΛΗΛΩΝ xyxy=(18,644,214,666)
article-text: καλλιγράφος ὑπάλληλος διὰ γραφεῖον. Πληροφορίαι εἰς τὸ γραφεῖον μας. xyxy=(18,1667,214,1716)
article-subheading: ΕΠΙΣΗΜΟΣ ΑΝΑΚΟΙΝΩΣΙΣ xyxy=(947,1142,1121,1159)
article-text: Τὴν προσεχῆ ἑβδομάδα θὰ ὑποβληθῇ εἰς τὴν Βουλὴν νομοσχέδιον περὶ αὐξήσεως τοῦ μισθοῦ τῶν δημοσίων ὑπαλλήλων. xyxy=(18,667,214,748)
article-heading: Η ΑΝΑΤΡΕΠΤΙΚΗ ΠΡΟΠΑΓΑΝΔΑ ΕΝ ΓΑΛΛΙΑ xyxy=(1191,861,1545,881)
article-text: ΑΘΗΝΑΙ 23 (τηλεγραφικῶς) — Ἀγγέλλεται ἐκ Κωνσταντινουπόλεως ὅτι εἰς τὸ Ἐσκὶ Ζαγορᾶ καὶ τὸ Ἀδριανούπολιν συνήλθον πλεῖστοι Τοῦρκοι, οἵτινες ὁπλίζονται ὑπὸ τοῦ Ταγιὰρ καὶ διασκορπίζονται εἰς τὰ χωρία τῆς Θράκης διὰ νὰ ἐξεγείρωσι τὸν πληθυσμόν. xyxy=(686,212,914,374)
article-text: Ἐν τῇ ἐντάξει Ἐθνικῆς Τραπέζης τῆς Ἑλλάδος ὡρίσθη νὰ χορηγῶνται δάνεια εἰς τοὺς κτηματίας τῆς Μακεδονίας ἐπὶ ὑποθήκῃ. (276) xyxy=(686,1008,914,1089)
